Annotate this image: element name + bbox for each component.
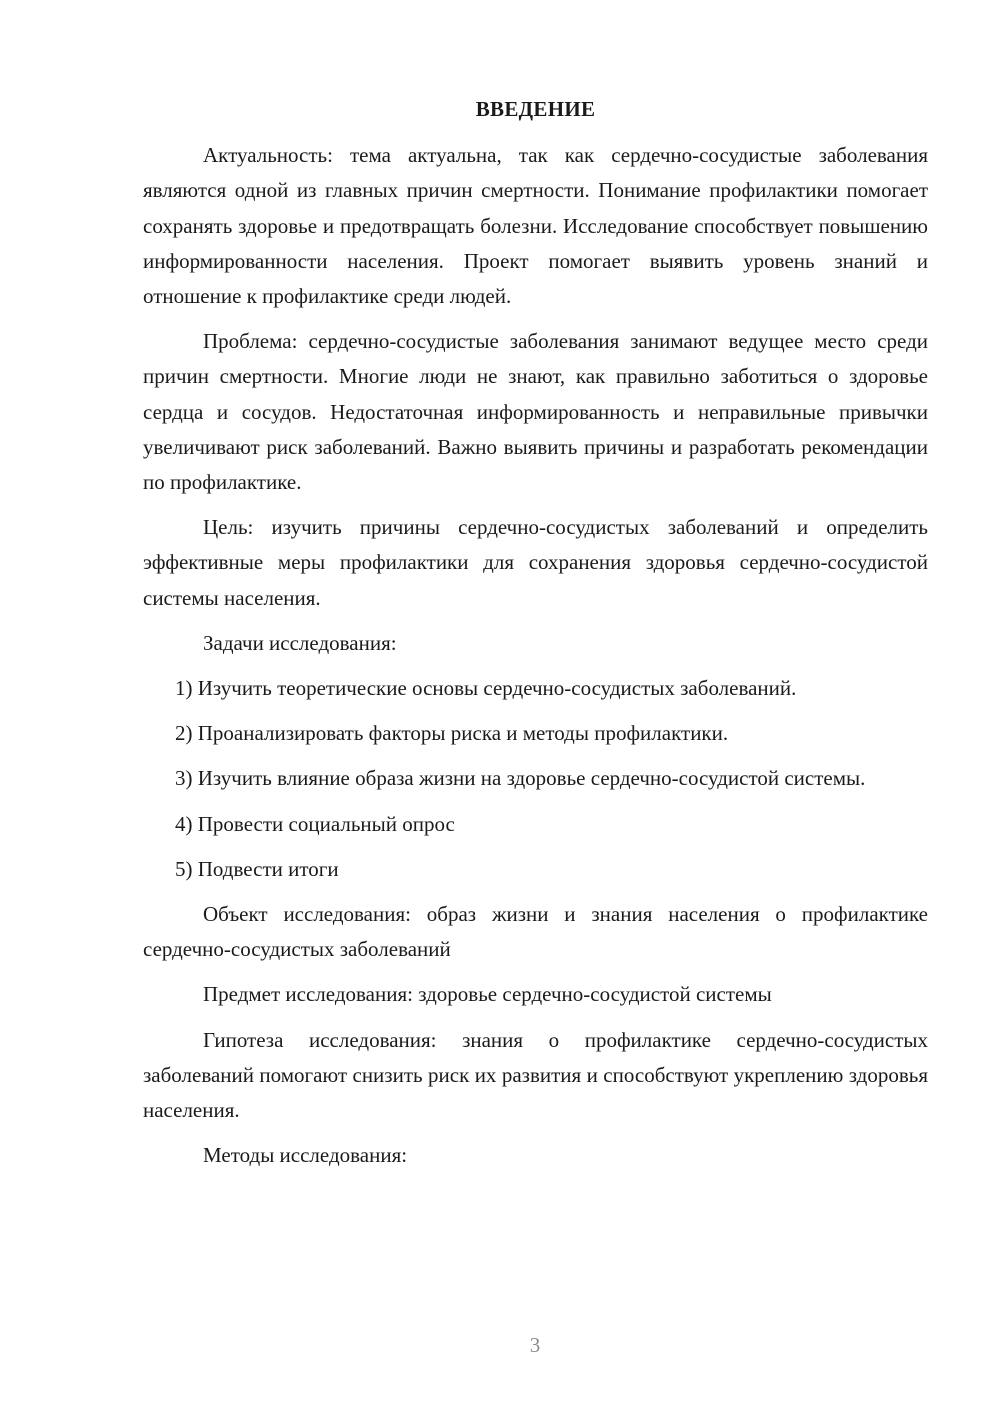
task-item-3: 3) Изучить влияние образа жизни на здоровье сердечно-сосудистой системы.: [175, 766, 866, 791]
paragraph-goal: Цель: изучить причины сердечно-сосудистых заболеваний и определить эффективные меры профилактики для сохранения здоровья сердечно-сосудистой системы населения.: [143, 515, 928, 610]
methods-title: Методы исследования:: [203, 1143, 408, 1168]
paragraph-hypothesis: Гипотеза исследования: знания о профилактике сердечно-сосудистых заболеваний помогают снизить риск их развития и способствуют укреплению здоровья населения.: [143, 1027, 928, 1123]
paragraph-object: Объект исследования: образ жизни и знания населения о профилактике сердечно-сосудистых заболеваний: [143, 902, 928, 962]
document-page: [143, 92, 928, 1183]
task-item-2: 2) Проанализировать факторы риска и методы профилактики.: [175, 721, 729, 746]
task-item-5: 5) Подвести итоги: [175, 856, 339, 881]
paragraph-problem: Проблема: сердечно-сосудистые заболевания занимают ведущее место среди причин смертности. Многие люди не знают, как правильно заботиться о здоровье сердца и сосудов. Недостаточная информированность и неправильные привычки увеличивают риск заболеваний. Важно выявить причины и разработать рекомендации по профилактике.: [143, 329, 928, 495]
tasks-title: Задачи исследования:: [203, 630, 397, 655]
page-number: 3: [529, 1333, 541, 1357]
paragraph-subject: Предмет исследования: здоровье сердечно-сосудистой системы: [203, 982, 772, 1007]
task-item-4: 4) Провести социальный опрос: [175, 811, 455, 836]
task-item-1: 1) Изучить теоретические основы сердечно-сосудистых заболеваний.: [175, 676, 797, 701]
paragraph-relevance: Актуальность: тема актуальна, так как сердечно-сосудистые заболевания являются одной из главных причин смертности. Понимание профилактики помогает сохранять здоровье и предотвращать болезни. Исследование способствует повышению информированности населения. Проект помогает выявить уровень знаний и отношение к профилактике среди людей.: [143, 143, 928, 309]
page-title: ВВЕДЕНИЕ: [475, 97, 596, 121]
